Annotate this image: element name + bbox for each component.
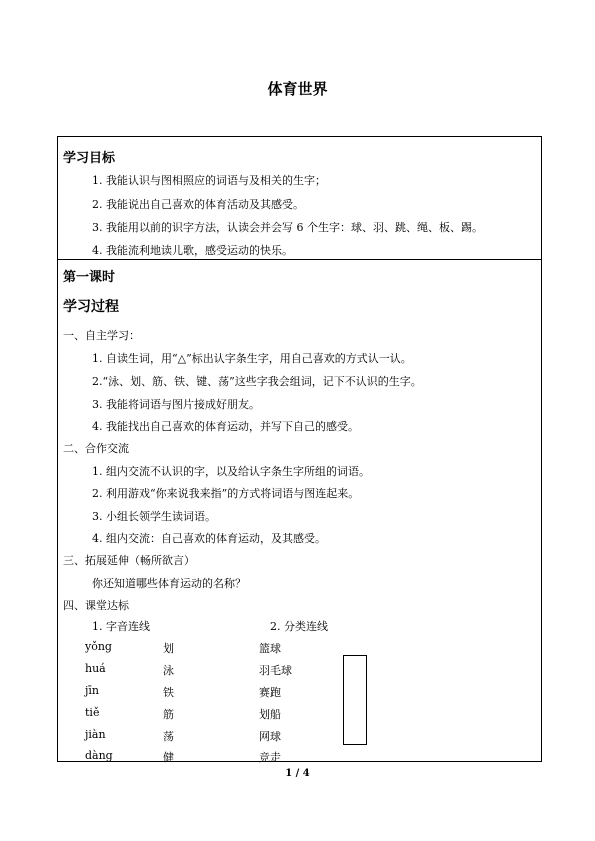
section-title: 四、课堂达标 [63, 599, 129, 612]
pinyin: tiě [85, 706, 100, 719]
hanzi: 划 [163, 642, 174, 655]
hanzi: 健 [163, 751, 174, 764]
goal-item: 1. 我能认识与图相照应的词语与及相关的生字； [92, 174, 326, 187]
hanzi: 筋 [163, 708, 174, 721]
section-item: 4. 组内交流：自己喜欢的体育运动，及其感受。 [92, 532, 326, 545]
process-heading: 学习过程 [63, 299, 119, 315]
goal-item: 2. 我能说出自己喜欢的体育活动及其感受。 [92, 198, 304, 211]
section-item: 3. 小组长领学生读词语。 [92, 510, 216, 523]
page-title: 体育世界 [267, 80, 328, 98]
section-item: 1. 组内交流不认识的字，以及给认字条生字所组的词语。 [92, 465, 370, 478]
pinyin: jīn [85, 684, 100, 697]
pinyin: yǒng [85, 640, 112, 653]
goal-item: 4. 我能流利地读儿歌，感受运动的快乐。 [92, 244, 293, 257]
pinyin: huá [85, 662, 106, 675]
page-number: 1 / 4 [285, 768, 310, 779]
sport-word: 篮球 [259, 642, 281, 655]
section-title: 一、自主学习： [63, 329, 140, 342]
section-title: 二、合作交流 [63, 442, 129, 455]
pinyin: dàng [85, 749, 113, 762]
section-item: 2. 利用游戏“你来说我来指”的方式将词语与图连起来。 [92, 487, 360, 500]
hanzi: 泳 [163, 664, 174, 677]
sport-word: 羽毛球 [259, 664, 292, 677]
hanzi: 铁 [163, 686, 174, 699]
sport-word: 赛跑 [259, 686, 281, 699]
sport-word: 竞走 [259, 751, 281, 764]
section-item: 2.“泳、划、筋、铁、键、荡”这些字我会组词，记下不认识的生字。 [92, 375, 422, 388]
section-item: 3. 我能将词语与图片接成好朋友。 [92, 398, 260, 411]
section-item: 1. 自读生词，用“△”标出认字条生字，用自己喜欢的方式认一认。 [92, 352, 412, 365]
lesson-heading: 第一课时 [63, 270, 116, 285]
goal-item: 3. 我能用以前的识字方法，认读会并会写 6 个生字：球、羽、跳、绳、板、踢。 [92, 221, 483, 234]
exercise-label: 2. 分类连线 [270, 620, 328, 633]
hanzi: 荡 [163, 730, 174, 743]
section-title: 三、拓展延伸（畅所欲言） [63, 554, 195, 567]
sport-word: 网球 [259, 730, 281, 743]
sport-word: 划船 [259, 708, 281, 721]
pinyin: jiàn [85, 728, 106, 741]
section-item: 你还知道哪些体育运动的名称？ [92, 577, 246, 590]
section-item: 4. 我能找出自己喜欢的体育运动，并写下自己的感受。 [92, 420, 359, 433]
goals-heading: 学习目标 [63, 151, 116, 166]
exercise-label: 1. 字音连线 [92, 620, 150, 633]
category-answer-box [343, 655, 367, 745]
